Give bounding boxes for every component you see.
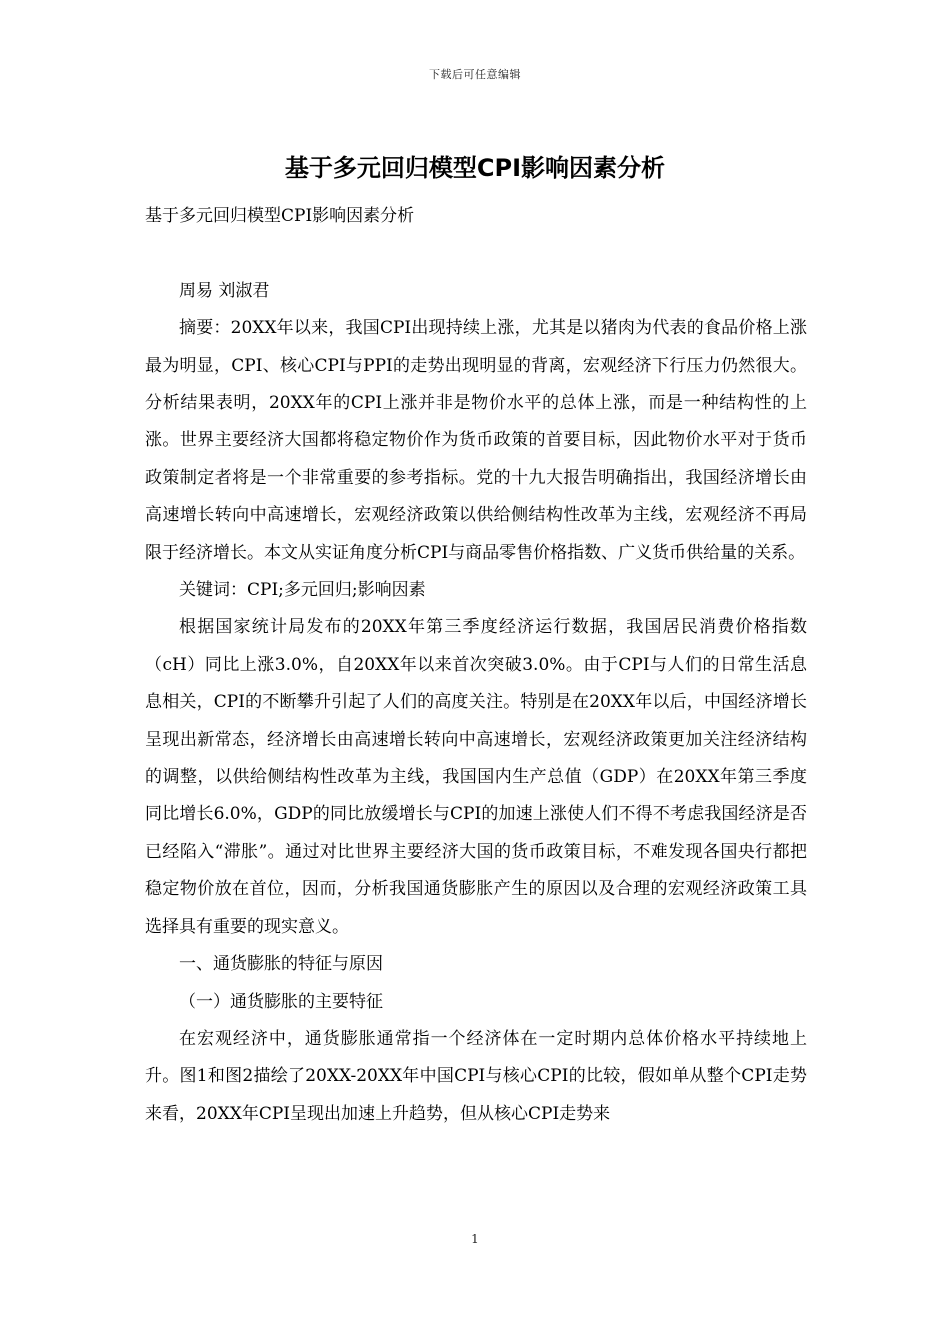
abstract-paragraph: 摘要：20XX年以来，我国CPI出现持续上涨，尤其是以猪肉为代表的食品价格上涨最为明显，CPI、核心CPI与PPI的走势出现明显的背离，宏观经济下行压力仍然很大。分析结果表明，20XX年的CPI上涨并非是物价水平的总体上涨，而是一种结构性的上涨。世界主要经济大国都将稳定物价作为货币政策的首要目标，因此物价水平对于货币政策制定者将是一个非常重要的参考指标。党的十九大报告明确指出，我国经济增长由高速增长转向中高速增长，宏观经济政策以供给侧结构性改革为主线，宏观经济不再局限于经济增长。本文从实证角度分析CPI与商品零售价格指数、广义货币供给量的关系。 (145, 318, 807, 563)
blank-line (145, 235, 807, 272)
intro-paragraph: 根据国家统计局发布的20XX年第三季度经济运行数据，我国居民消费价格指数（cH）同比上涨3.0%，自20XX年以来首次突破3.0%。由于CPI与人们的日常生活息息相关，CPI的不断攀升引起了人们的高度关注。特别是在20XX年以后，中国经济增长呈现出新常态，经济增长由高速增长转向中高速增长，宏观经济政策更加关注经济结构的调整，以供给侧结构性改革为主线，我国国内生产总值（GDP）在20XX年第三季度同比增长6.0%，GDP的同比放缓增长与CPI的加速上涨使人们不得不考虑我国经济是否已经陷入“滞胀”。通过对比世界主要经济大国的货币政策目标，不难发现各国央行都把稳定物价放在首位，因而，分析我国通货膨胀产生的原因以及合理的宏观经济政策工具选择具有重要的现实意义。 (145, 617, 807, 937)
keywords-paragraph: 关键词：CPI;多元回归;影响因素 (179, 580, 426, 601)
page-number: 1 (471, 1232, 479, 1246)
section-heading: 一、通货膨胀的特征与原因 (179, 954, 383, 975)
document-title: 基于多元回归模型CPI影响因素分析 (284, 154, 666, 182)
document-subtitle: 基于多元回归模型CPI影响因素分析 (145, 206, 415, 226)
subsection-paragraph: 在宏观经济中，通货膨胀通常指一个经济体在一定时期内总体价格水平持续地上升。图1和图2描绘了20XX-20XX年中国CPI与核心CPI的比较，假如单从整个CPI走势来看，20XX年CPI呈现出加速上升趋势，但从核心CPI走势来 (145, 1028, 807, 1124)
subsection-heading: （一）通货膨胀的主要特征 (179, 991, 383, 1012)
authors: 周易 刘淑君 (179, 280, 270, 301)
header-note: 下载后可任意编辑 (429, 68, 521, 81)
document-body (145, 198, 807, 1133)
